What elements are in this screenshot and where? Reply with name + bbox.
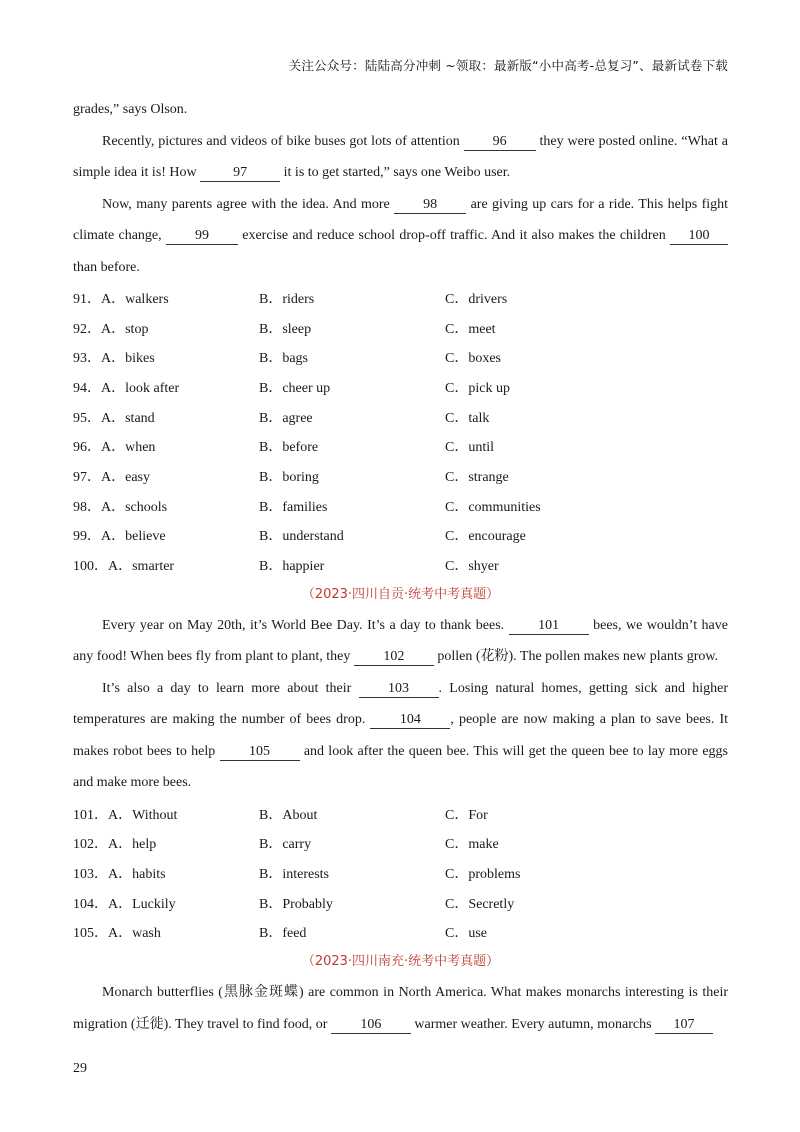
paragraph-text: bees, we wouldn’t have any food! When bees fly from plant to plant, they — [73, 617, 728, 665]
option-c[interactable]: C．boxes — [445, 351, 501, 367]
option-b[interactable]: B．boring — [259, 469, 319, 485]
option-a[interactable]: 91．A．walkers — [73, 291, 169, 307]
question-row — [73, 888, 728, 918]
question-list — [73, 283, 728, 580]
paragraph-text: pollen (花粉). The pollen makes new plants grow. — [433, 649, 719, 665]
paragraph-text: Every year on May 20th, it’s World Bee Day. It’s a day to thank bees. — [102, 617, 509, 633]
option-b[interactable]: B．sleep — [259, 321, 312, 337]
paragraph-text: warmer weather. Every autumn, monarchs — [410, 1016, 656, 1032]
blank-107[interactable]: 107 — [655, 1017, 713, 1034]
option-c[interactable]: C．encourage — [445, 529, 526, 545]
option-b[interactable]: B．feed — [259, 926, 307, 942]
paragraph — [73, 94, 728, 126]
option-a[interactable]: 96．A．when — [73, 440, 156, 456]
paragraph-text: Monarch butterflies (黑脉金斑蝶) are common in North America. What makes monarchs interesting is their migration (迁徙). They travel to find food, or — [73, 985, 728, 1032]
question-row — [73, 313, 728, 343]
option-b[interactable]: B．cheer up — [259, 380, 331, 396]
question-row — [73, 431, 728, 461]
question-row — [73, 491, 728, 521]
option-c[interactable]: C．pick up — [445, 380, 510, 396]
source-label: （2023·四川自贡·统考中考真题） — [301, 586, 500, 602]
paragraph-text: It’s also a day to learn more about their — [102, 680, 359, 696]
page-header: 关注公众号：陆陆高分冲刺 ~领取：最新版“小中高考-总复习”、最新试卷下载 — [288, 58, 728, 73]
option-b[interactable]: B．happier — [259, 559, 325, 575]
option-c[interactable]: C．talk — [445, 410, 490, 426]
blank-105[interactable]: 105 — [220, 744, 300, 761]
blank-96[interactable]: 96 — [464, 134, 536, 151]
option-a[interactable]: 105．A．wash — [73, 926, 161, 942]
question-row — [73, 829, 728, 859]
blank-98[interactable]: 98 — [394, 197, 466, 214]
option-c[interactable]: C．meet — [445, 321, 496, 337]
question-list — [73, 799, 728, 947]
option-c[interactable]: C．make — [445, 837, 499, 853]
option-c[interactable]: C．drivers — [445, 291, 508, 307]
paragraph — [73, 126, 728, 189]
option-b[interactable]: B．carry — [259, 837, 312, 853]
paragraph-text: are giving up cars for a ride. This helps fight climate change, — [73, 196, 729, 243]
option-c[interactable]: C．strange — [445, 469, 509, 485]
option-c[interactable]: C．problems — [445, 867, 521, 883]
blank-104[interactable]: 104 — [370, 712, 450, 729]
option-a[interactable]: 101．A．Without — [73, 807, 178, 823]
paragraph — [73, 673, 728, 799]
paragraph-text: Recently, pictures and videos of bike buses got lots of attention — [102, 133, 464, 149]
option-b[interactable]: B．riders — [259, 291, 315, 307]
option-c[interactable]: C．until — [445, 440, 495, 456]
option-b[interactable]: B．About — [259, 807, 318, 823]
option-c[interactable]: C．Secretly — [445, 896, 515, 912]
blank-100[interactable]: 100 — [670, 228, 728, 245]
question-row — [73, 461, 728, 491]
paragraph-text: exercise and reduce school drop-off traffic. And it also makes the children — [237, 228, 671, 243]
paragraph-text: they were posted online. “What a simple idea it is! How — [73, 133, 728, 180]
paragraph-text: and look after the queen bee. This will get the queen bee to lay more eggs and make more bees. — [73, 743, 728, 791]
option-c[interactable]: C．communities — [445, 499, 541, 515]
option-b[interactable]: B．Probably — [259, 896, 333, 912]
blank-102[interactable]: 102 — [354, 649, 434, 666]
option-a[interactable]: 99．A．believe — [73, 529, 166, 545]
option-a[interactable]: 102．A．help — [73, 837, 157, 853]
option-b[interactable]: B．agree — [259, 410, 313, 426]
option-a[interactable]: 92．A．stop — [73, 321, 149, 337]
option-a[interactable]: 100．A．smarter — [73, 559, 175, 575]
paragraph — [73, 189, 728, 284]
option-a[interactable]: 97．A．easy — [73, 469, 150, 485]
paragraph-text: Now, many parents agree with the idea. And more — [102, 196, 395, 212]
option-a[interactable]: 94．A．look after — [73, 380, 180, 396]
option-c[interactable]: C．use — [445, 926, 487, 942]
option-c[interactable]: C．For — [445, 807, 488, 823]
question-row — [73, 342, 728, 372]
option-a[interactable]: 104．A．Luckily — [73, 896, 176, 912]
question-row — [73, 372, 728, 402]
option-a[interactable]: 95．A．stand — [73, 410, 155, 426]
option-b[interactable]: B．families — [259, 499, 328, 515]
blank-106[interactable]: 106 — [331, 1017, 411, 1034]
question-row — [73, 402, 728, 432]
question-row — [73, 858, 728, 888]
paragraph-text: it is to get started,” says one Weibo user. — [280, 165, 511, 180]
question-row — [73, 550, 728, 580]
blank-97[interactable]: 97 — [200, 165, 280, 182]
paragraph-text: . Losing natural homes, getting sick and higher temperatures are making the number of bees drop. — [73, 680, 728, 728]
question-row — [73, 799, 728, 829]
option-a[interactable]: 93．A．bikes — [73, 351, 155, 367]
blank-99[interactable]: 99 — [166, 228, 238, 245]
option-b[interactable]: B．bags — [259, 351, 308, 367]
blank-101[interactable]: 101 — [509, 618, 589, 635]
option-b[interactable]: B．before — [259, 440, 319, 456]
question-row — [73, 918, 728, 948]
paragraph-text: grades,” says Olson. — [73, 102, 188, 117]
option-b[interactable]: B．understand — [259, 529, 344, 545]
paragraph-text: than before. — [73, 259, 140, 275]
source-label: （2023·四川南充·统考中考真题） — [301, 954, 500, 970]
question-row — [73, 283, 728, 313]
page-number: 29 — [73, 1061, 87, 1076]
option-a[interactable]: 103．A．habits — [73, 867, 166, 883]
option-a[interactable]: 98．A．schools — [73, 499, 168, 515]
question-row — [73, 521, 728, 551]
paragraph-text: , people are now making a plan to save bees. It makes robot bees to help — [73, 712, 728, 759]
document-body — [73, 94, 728, 1040]
paragraph — [73, 977, 728, 1040]
paragraph — [73, 610, 728, 673]
option-b[interactable]: B．interests — [259, 867, 329, 883]
blank-103[interactable]: 103 — [359, 681, 439, 698]
option-c[interactable]: C．shyer — [445, 559, 499, 575]
